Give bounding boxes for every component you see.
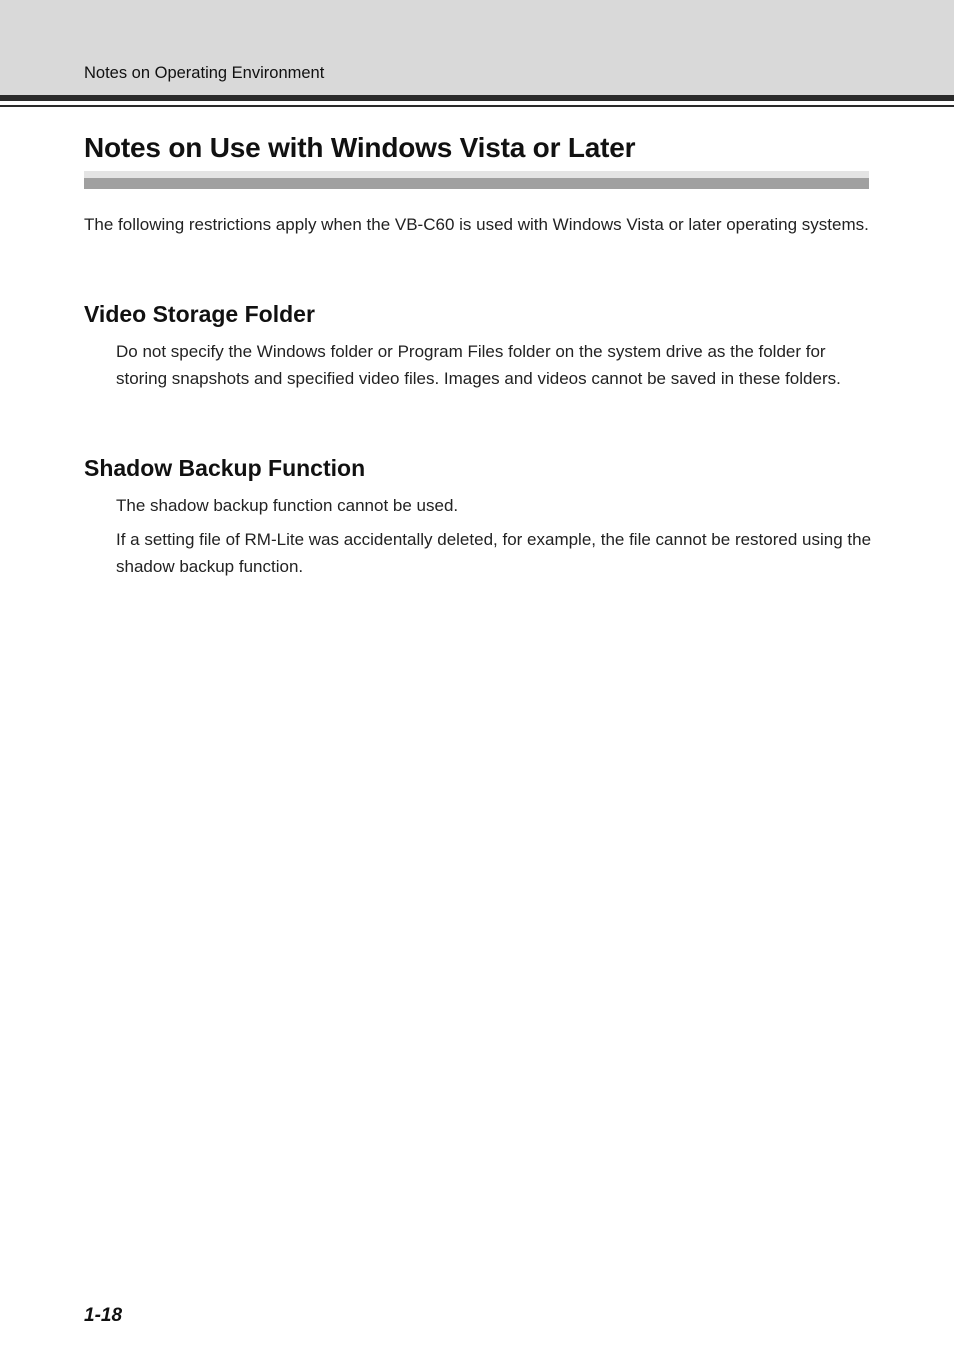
shadow-backup-paragraph-2: If a setting file of RM-Lite was accidentally deleted, for example, the file cannot be restored using the shadow backup function. — [116, 530, 872, 576]
title-underline-dark — [84, 178, 869, 189]
running-header-title: Notes on Operating Environment — [84, 64, 325, 82]
header-rule-thin — [0, 105, 954, 107]
title-underline-light — [84, 171, 869, 178]
page-number: 1-18 — [84, 1305, 123, 1326]
page-title: Notes on Use with Windows Vista or Later — [84, 132, 636, 163]
section-heading-video-storage: Video Storage Folder — [84, 301, 315, 327]
video-storage-paragraph: Do not specify the Windows folder or Program Files folder on the system drive as the folder for storing snapshots and specified video files. Images and videos cannot be saved in these folders. — [116, 342, 841, 388]
section-heading-shadow-backup: Shadow Backup Function — [84, 455, 366, 481]
shadow-backup-paragraph-1: The shadow backup function cannot be used. — [116, 496, 459, 515]
intro-paragraph: The following restrictions apply when the VB-C60 is used with Windows Vista or later operating systems. — [84, 215, 869, 234]
header-rule-thick — [0, 95, 954, 101]
